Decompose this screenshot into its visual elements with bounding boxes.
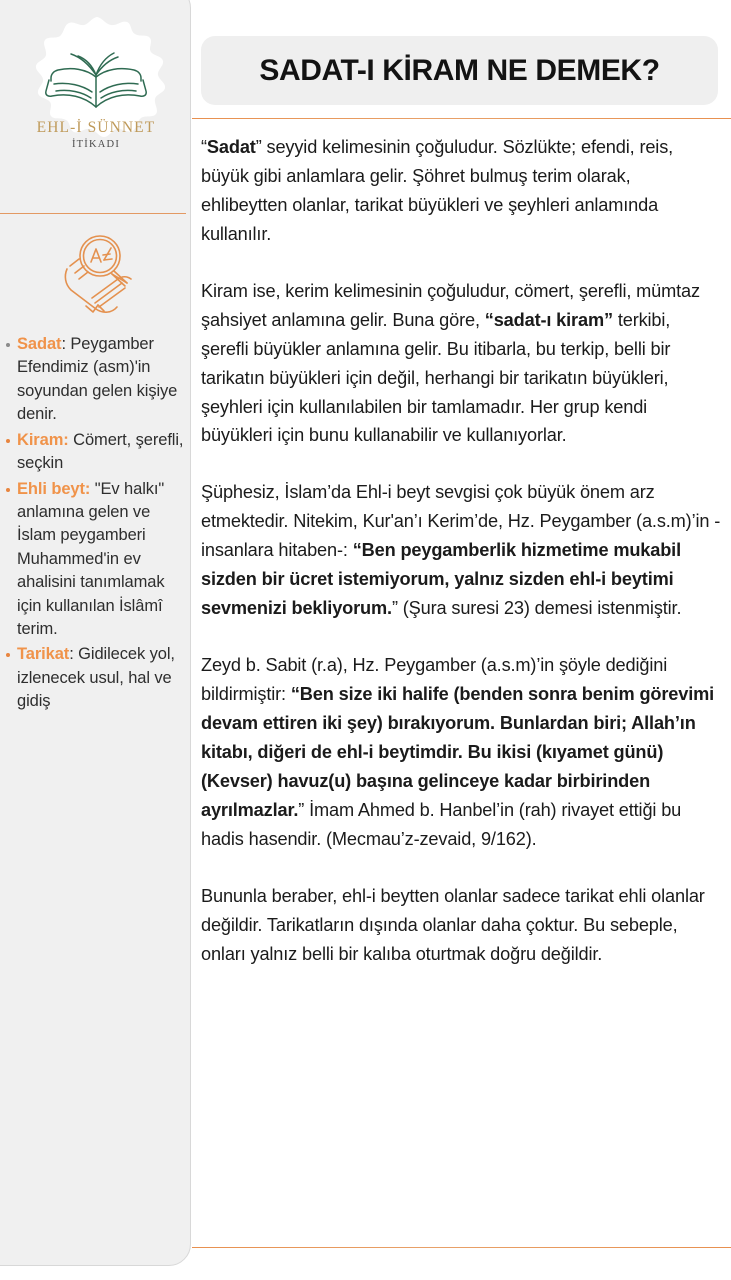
- divider-top: [192, 118, 731, 119]
- body-text: terkibi, şerefli büyükler anlamına gelir. Bu itibarla, bu terkip, belli bir tarikatın büyükleri için değil, herhangi bir tarikatın büyükleri, şeyhleri için kullanılabilen bir tamlamadır. Her grup kendi büyükleri için bunu kullanabilir ve kullanıyorlar.: [201, 309, 671, 446]
- body-text: ” İmam Ahmed b. Hanbel’in (rah) rivayet ettiği bu hadis hasendir. (Mecmau’z-zevaid, 9/162).: [201, 799, 682, 849]
- body-text: Zeyd b. Sabit (r.a), Hz. Peygamber (a.s.m)’in şöyle dediğini bildirmiştir:: [201, 655, 668, 704]
- paragraph: [201, 882, 721, 969]
- glossary-term: Sadat: [17, 335, 62, 353]
- emphasis-text: “Ben size iki halife (benden sonra benim görevimi devam ettiren iki şey) bırakıyorum. Bunlardan biri; Allah’ın kitabı, diğeri de ehl-i beytimdir. Bu ikisi (kıyamet günü) (Kevser) havuz(u) başına gelinceye kadar birbirinden ayrılmazlar.: [201, 684, 715, 820]
- glossary-definition: Peygamber Efendimiz (asm)'in soyundan gelen kişiye denir.: [17, 335, 178, 424]
- divider-bottom: [192, 1247, 731, 1248]
- emphasis-text: “Ben peygamberlik hizmetime mukabil sizden bir ücret istemiyorum, yalnız sizden ehl-i beytimi sevmenizi bekliyorum.: [201, 540, 681, 619]
- glossary-item: [1, 429, 191, 476]
- glossary-separator: :: [69, 645, 74, 664]
- paragraph: [201, 651, 721, 854]
- glossary-definition: Cömert, şerefli, seçkin: [17, 430, 184, 473]
- dictionary-icon-container: [1, 220, 191, 328]
- dictionary-magnifier-icon: [48, 226, 144, 322]
- glossary-item: [1, 333, 191, 427]
- sidebar-divider: [0, 213, 186, 214]
- paragraph: [201, 478, 721, 623]
- sidebar-panel: [0, 0, 191, 1266]
- glossary-separator: :: [61, 335, 66, 353]
- body-text: ” (Şura suresi 23) demesi istenmiştir.: [391, 598, 682, 619]
- glossary-term: Kiram:: [17, 430, 69, 449]
- body-text: “: [201, 137, 207, 157]
- logo-main-text: EHL-İ SÜNNET: [36, 119, 156, 137]
- open-book-icon: [40, 51, 152, 117]
- article-body: [201, 133, 721, 968]
- article-panel: [192, 0, 731, 1280]
- body-text: Bununla beraber, ehl-i beytten olanlar sadece tarikat ehli olanlar değildir. Tarikatların dışında olanlar daha çoktur. Bu sebeple, onları yalnız belli bir kalıba oturtmak doğru değildir.: [201, 885, 705, 964]
- glossary-item: [1, 478, 191, 642]
- glossary-term: Ehli beyt:: [17, 479, 91, 498]
- logo-sub-text: İTİKADI: [71, 139, 121, 151]
- emphasis-text: Sadat: [206, 137, 256, 157]
- glossary-definition: Gidilecek yol, izlenecek usul, hal ve gidiş: [17, 645, 175, 711]
- page-title-pill: [201, 36, 718, 105]
- glossary-term: Tarikat: [17, 645, 70, 664]
- page-title: SADAT-I KİRAM NE DEMEK?: [259, 53, 660, 87]
- paragraph: [201, 133, 721, 249]
- glossary-item: [1, 643, 191, 713]
- paragraph: [201, 277, 721, 451]
- body-text: Kiram ise, kerim kelimesinin çoğuludur, cömert, şerefli, mümtaz şahsiyet anlamına gelir. Buna göre,: [201, 280, 700, 330]
- glossary-list: [1, 333, 191, 716]
- brand-logo: [1, 1, 191, 197]
- body-text: ” seyyid kelimesinin çoğuludur. Sözlükte; efendi, reis, büyük gibi anlamlara gelir. Şöhret bulmuş terim olarak, ehlibeytten olanlar, tarikat büyükleri ve şeyhleri anlamında kullanılır.: [201, 137, 674, 244]
- body-text: Şüphesiz, İslam’da Ehl-i beyt sevgisi çok büyük önem arz etmektedir. Nitekim, Kur'an’ı Kerim’de, Hz. Peygamber (a.s.m)’in -insanlara hitaben-:: [201, 482, 721, 561]
- glossary-definition: "Ev halkı" anlamına gelen ve İslam peygamberi Muhammed'in ev ahalisini tanımlamak için kullanılan İslâmî terim.: [17, 479, 165, 639]
- emphasis-text: “sadat-ı kiram”: [484, 309, 613, 330]
